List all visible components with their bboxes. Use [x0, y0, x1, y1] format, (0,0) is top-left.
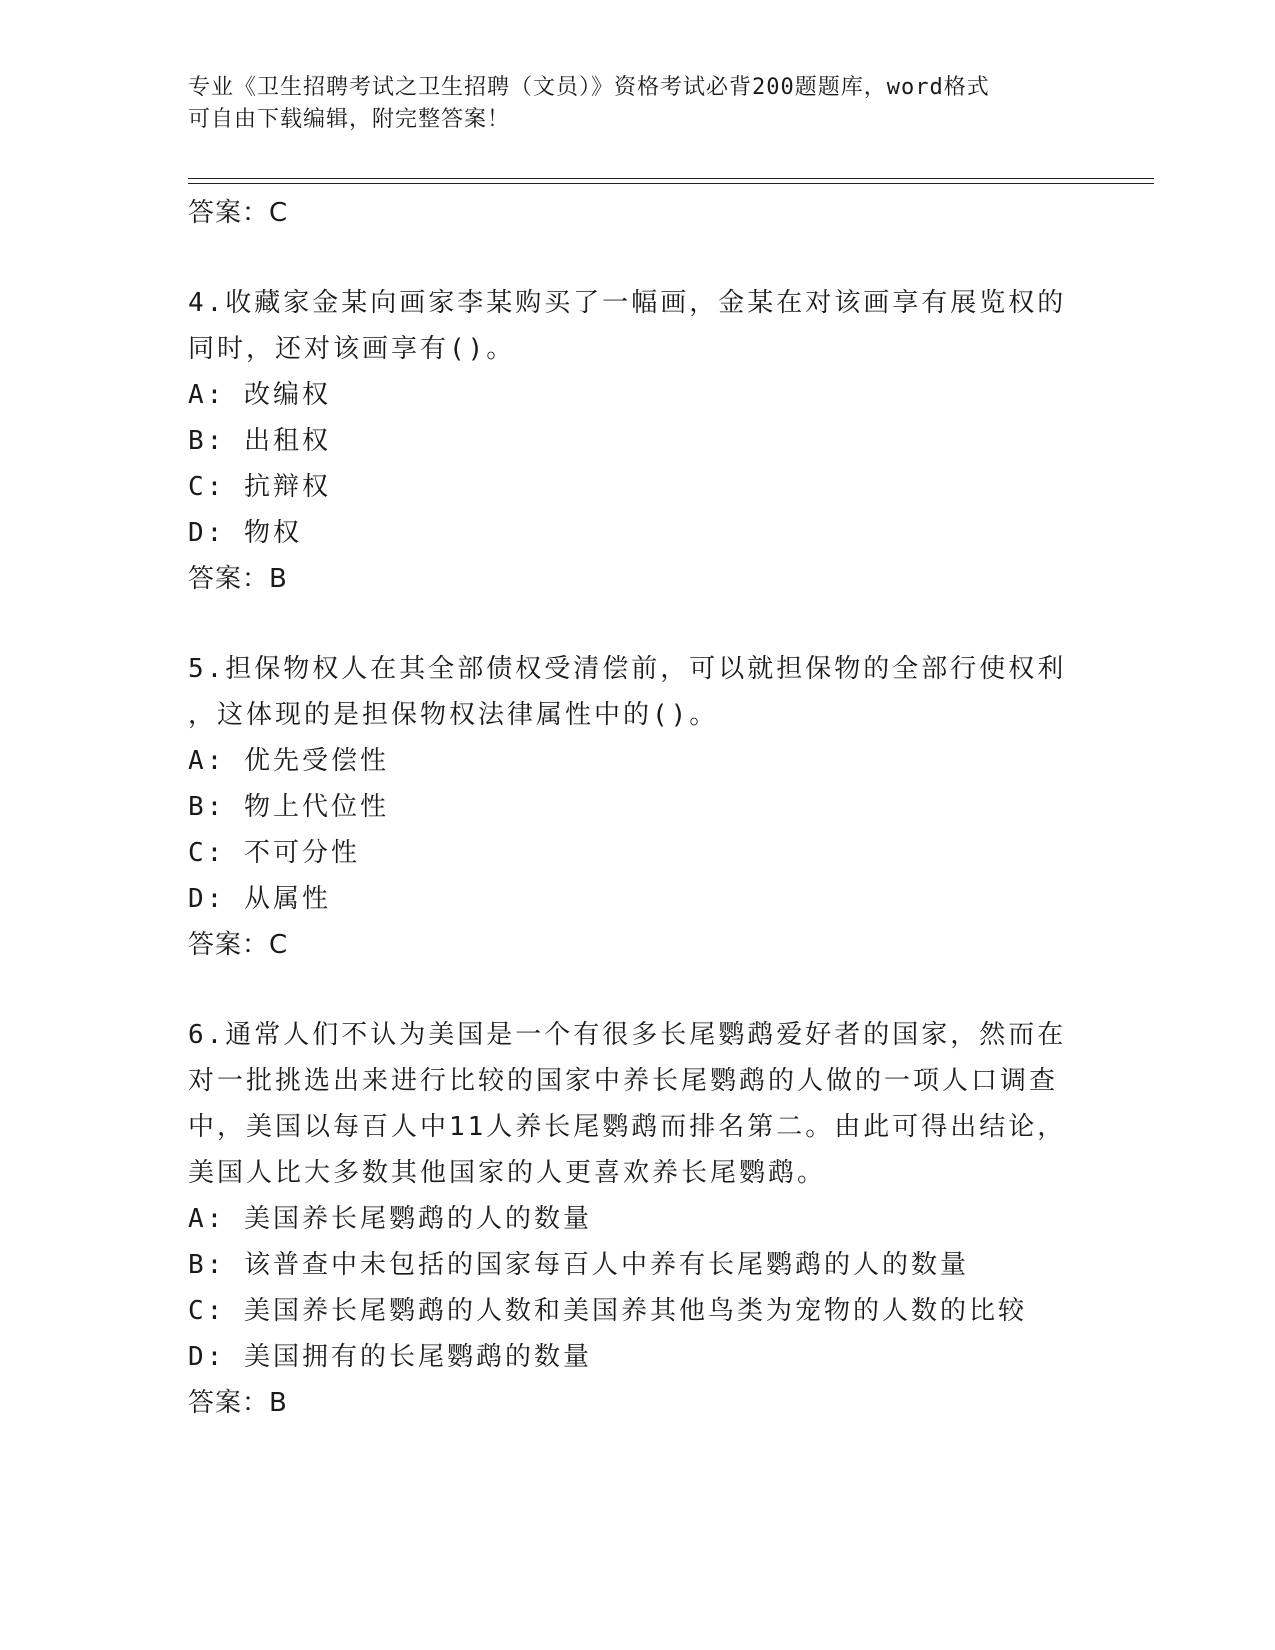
question-text: 5.担保物权人在其全部债权受清偿前，可以就担保物的全部行使权利 — [188, 654, 1067, 684]
question-5 — [188, 646, 1088, 968]
question-text: 美国人比大多数其他国家的人更喜欢养长尾鹦鹉。 — [188, 1158, 827, 1188]
option-d: D: 美国拥有的长尾鹦鹉的数量 — [188, 1342, 592, 1372]
answer-line: 答案：B — [188, 1388, 288, 1418]
question-text: 中，美国以每百人中11人养长尾鹦鹉而排名第二。由此可得出结论， — [188, 1112, 1067, 1142]
answer-line: 答案：C — [188, 198, 289, 228]
question-text: 4.收藏家金某向画家李某购买了一幅画，金某在对该画享有展览权的 — [188, 288, 1067, 318]
header-rule-bottom — [188, 183, 1154, 184]
question-text: 同时，还对该画享有()。 — [188, 334, 516, 364]
document-body — [188, 190, 1088, 1426]
option-c: C: 美国养长尾鹦鹉的人数和美国养其他鸟类为宠物的人数的比较 — [188, 1296, 1027, 1326]
question-text: 对一批挑选出来进行比较的国家中养长尾鹦鹉的人做的一项人口调查 — [188, 1066, 1059, 1096]
question-text: ，这体现的是担保物权法律属性中的()。 — [188, 700, 719, 730]
question-4 — [188, 280, 1088, 602]
option-b: B: 物上代位性 — [188, 792, 389, 822]
option-c: C: 不可分性 — [188, 838, 360, 868]
option-d: D: 物权 — [188, 518, 302, 548]
option-a: A: 改编权 — [188, 380, 331, 410]
document-header — [188, 72, 1068, 136]
option-a: A: 美国养长尾鹦鹉的人的数量 — [188, 1204, 592, 1234]
header-rule-top — [188, 178, 1154, 179]
option-c: C: 抗辩权 — [188, 472, 331, 502]
question-6 — [188, 1012, 1088, 1426]
header-line-2: 可自由下载编辑，附完整答案！ — [188, 107, 511, 132]
answer-line: 答案：B — [188, 564, 288, 594]
option-a: A: 优先受偿性 — [188, 746, 389, 776]
option-d: D: 从属性 — [188, 884, 331, 914]
option-b: B: 出租权 — [188, 426, 331, 456]
answer-line: 答案：C — [188, 930, 289, 960]
option-b: B: 该普查中未包括的国家每百人中养有长尾鹦鹉的人的数量 — [188, 1250, 969, 1280]
header-line-1: 专业《卫生招聘考试之卫生招聘（文员）》资格考试必背200题题库，word格式 — [188, 75, 990, 100]
question-text: 6.通常人们不认为美国是一个有很多长尾鹦鹉爱好者的国家，然而在 — [188, 1020, 1067, 1050]
